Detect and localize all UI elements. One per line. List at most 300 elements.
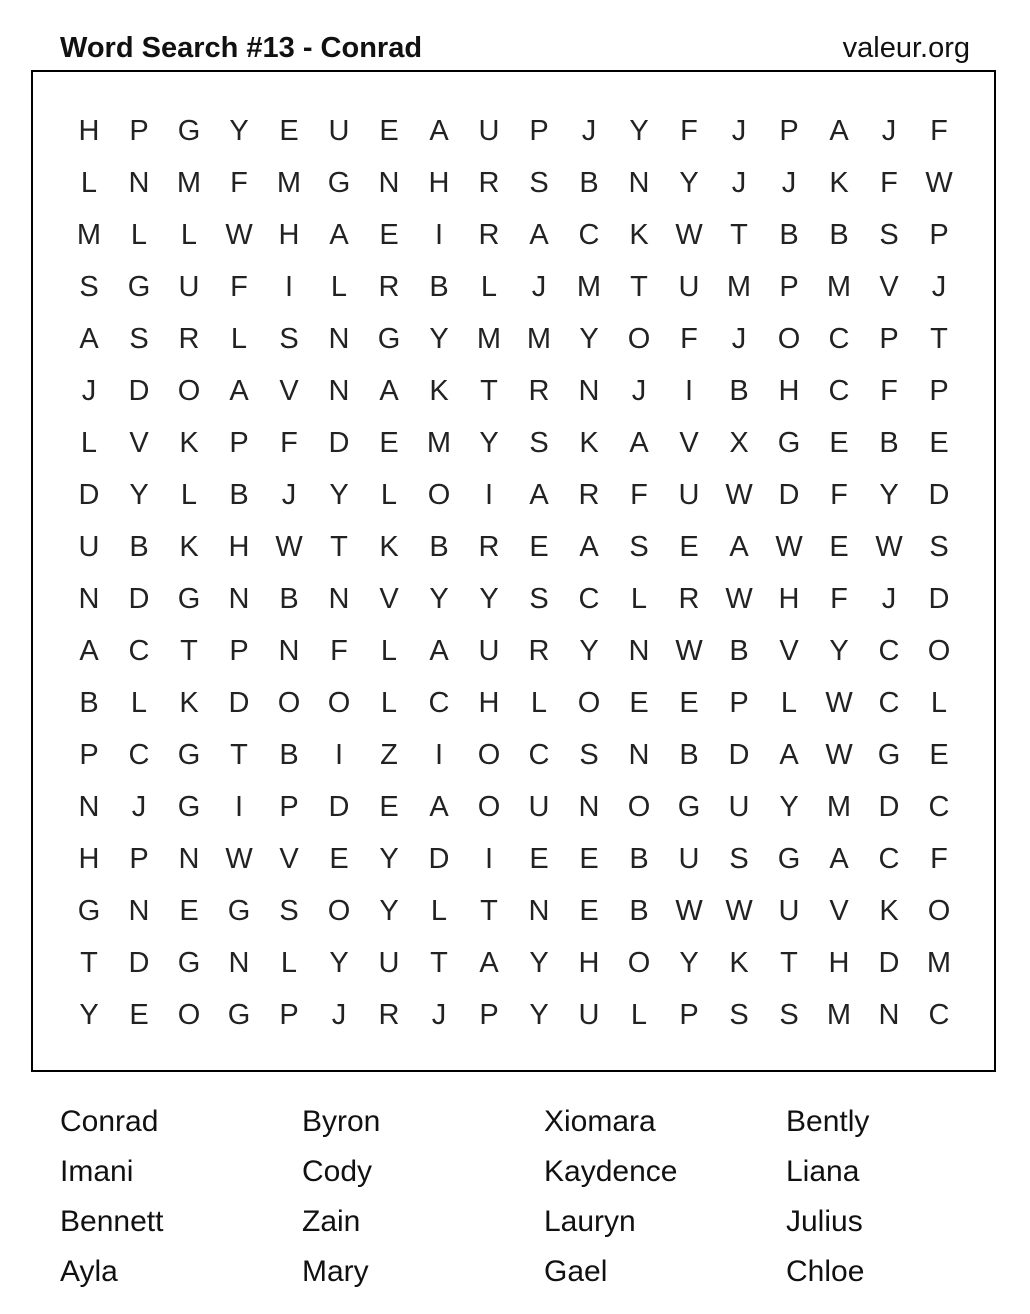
grid-letter: Y	[579, 322, 599, 355]
grid-letter: W	[875, 530, 903, 563]
grid-letter: U	[578, 998, 600, 1031]
grid-letter: H	[78, 114, 100, 147]
grid-letter: E	[379, 114, 399, 147]
grid-letter: A	[579, 530, 599, 563]
grid-letter: L	[330, 270, 348, 303]
grid-letter: D	[328, 790, 350, 823]
grid-letter: X	[729, 426, 749, 459]
grid-letter: F	[680, 322, 698, 355]
grid-letter: A	[429, 790, 449, 823]
grid-letter: D	[228, 686, 250, 719]
grid-letter: P	[779, 270, 799, 303]
grid-letter: F	[630, 478, 648, 511]
grid-letter: B	[429, 270, 449, 303]
grid-letter: P	[279, 998, 299, 1031]
grid-letter: B	[779, 218, 799, 251]
grid-letter: J	[281, 478, 297, 511]
grid-letter: O	[927, 634, 951, 667]
grid-letter: M	[176, 166, 202, 199]
grid-letter: U	[778, 894, 800, 927]
grid-letter: E	[179, 894, 199, 927]
grid-letter: L	[530, 686, 548, 719]
grid-letter: T	[630, 270, 648, 303]
word-list-item: Chloe	[786, 1255, 865, 1288]
grid-letter: L	[80, 166, 98, 199]
word-list-item: Conrad	[60, 1105, 159, 1138]
grid-letter: J	[731, 322, 747, 355]
grid-letter: M	[826, 270, 852, 303]
grid-letter: W	[775, 530, 803, 563]
grid-letter: B	[829, 218, 849, 251]
grid-letter: P	[779, 114, 799, 147]
grid-letter: V	[829, 894, 849, 927]
grid-letter: A	[229, 374, 249, 407]
grid-letter: N	[328, 582, 350, 615]
grid-letter: S	[929, 530, 949, 563]
grid-letter: N	[578, 374, 600, 407]
word-list-item: Bently	[786, 1105, 870, 1138]
grid-letter: B	[679, 738, 699, 771]
grid-letter: N	[328, 322, 350, 355]
word-list-item: Bennett	[60, 1205, 164, 1238]
grid-letter: V	[129, 426, 149, 459]
grid-letter: Y	[229, 114, 249, 147]
grid-letter: M	[726, 270, 752, 303]
grid-letter: G	[777, 842, 801, 875]
grid-letter: B	[279, 738, 299, 771]
grid-letter: V	[779, 634, 799, 667]
grid-letter: U	[678, 842, 700, 875]
grid-letter: D	[428, 842, 450, 875]
grid-letter: N	[378, 166, 400, 199]
grid-letter: U	[728, 790, 750, 823]
grid-letter: T	[230, 738, 248, 771]
grid-letter: B	[579, 166, 599, 199]
grid-letter: H	[828, 946, 850, 979]
grid-letter: D	[878, 946, 900, 979]
grid-letter: C	[878, 686, 900, 719]
grid-letter: P	[229, 634, 249, 667]
grid-letter: K	[179, 426, 199, 459]
grid-letter: W	[825, 738, 853, 771]
grid-letter: B	[629, 894, 649, 927]
grid-letter: W	[725, 582, 753, 615]
grid-letter: G	[327, 166, 351, 199]
grid-letter: I	[234, 790, 244, 823]
grid-letter: E	[129, 998, 149, 1031]
grid-letter: A	[429, 634, 449, 667]
grid-letter: F	[330, 634, 348, 667]
grid-letter: B	[429, 530, 449, 563]
grid-letter: J	[781, 166, 797, 199]
grid-letter: Y	[479, 582, 499, 615]
grid-letter: G	[227, 998, 251, 1031]
grid-letter: N	[278, 634, 300, 667]
grid-letter: I	[284, 270, 294, 303]
grid-letter: P	[129, 842, 149, 875]
puzzle-title: Word Search #13 - Conrad	[60, 31, 423, 64]
grid-letter: M	[476, 322, 502, 355]
grid-letter: R	[378, 270, 400, 303]
grid-letter: L	[280, 946, 298, 979]
grid-letter: R	[478, 530, 500, 563]
grid-letter: S	[529, 166, 549, 199]
grid-letter: T	[780, 946, 798, 979]
grid-letter: D	[328, 426, 350, 459]
grid-letter: F	[230, 270, 248, 303]
grid-letter: P	[129, 114, 149, 147]
grid-letter: J	[731, 114, 747, 147]
grid-letter: O	[327, 686, 351, 719]
grid-letter: K	[379, 530, 399, 563]
grid-letter: F	[930, 842, 948, 875]
grid-letter: Y	[79, 998, 99, 1031]
grid-letter: D	[128, 582, 150, 615]
grid-letter: S	[879, 218, 899, 251]
grid-letter: P	[929, 374, 949, 407]
grid-letter: I	[484, 478, 494, 511]
grid-letter: T	[80, 946, 98, 979]
grid-letter: D	[128, 946, 150, 979]
grid-letter: Y	[129, 478, 149, 511]
grid-letter: O	[627, 322, 651, 355]
grid-letter: L	[380, 478, 398, 511]
grid-letter: L	[630, 582, 648, 615]
grid-letter: H	[778, 582, 800, 615]
grid-letter: E	[579, 842, 599, 875]
grid-letter: E	[929, 426, 949, 459]
grid-letter: H	[778, 374, 800, 407]
grid-letter: Y	[529, 998, 549, 1031]
grid-letter: L	[430, 894, 448, 927]
grid-letter: L	[180, 478, 198, 511]
grid-letter: N	[628, 166, 650, 199]
grid-letter: V	[379, 582, 399, 615]
grid-letter: S	[779, 998, 799, 1031]
grid-letter: K	[579, 426, 599, 459]
grid-letter: R	[178, 322, 200, 355]
grid-letter: Y	[829, 634, 849, 667]
grid-letter: Y	[379, 842, 399, 875]
grid-letter: Y	[679, 166, 699, 199]
grid-letter: V	[879, 270, 899, 303]
word-list-item: Gael	[544, 1255, 608, 1288]
grid-letter: U	[528, 790, 550, 823]
grid-letter: Y	[379, 894, 399, 927]
grid-letter: O	[177, 998, 201, 1031]
grid-letter: L	[80, 426, 98, 459]
grid-letter: T	[480, 894, 498, 927]
grid-letter: Y	[329, 946, 349, 979]
grid-letter: W	[675, 218, 703, 251]
word-list	[60, 1097, 1030, 1297]
grid-letter: K	[629, 218, 649, 251]
grid-letter: O	[627, 790, 651, 823]
word-list-item: Cody	[302, 1155, 373, 1188]
grid-letter: V	[679, 426, 699, 459]
grid-letter: D	[128, 374, 150, 407]
grid-letter: Y	[329, 478, 349, 511]
grid-letter: L	[130, 218, 148, 251]
grid-letter: P	[679, 998, 699, 1031]
grid-letter: O	[177, 374, 201, 407]
grid-letter: M	[526, 322, 552, 355]
grid-letter: S	[529, 426, 549, 459]
grid-letter: L	[480, 270, 498, 303]
grid-letter: E	[929, 738, 949, 771]
grid-letter: A	[329, 218, 349, 251]
grid-letter: O	[627, 946, 651, 979]
grid-letter: O	[427, 478, 451, 511]
grid-letter: G	[177, 946, 201, 979]
grid-letter: G	[227, 894, 251, 927]
grid-letter: K	[179, 686, 199, 719]
grid-letter: U	[678, 270, 700, 303]
grid-letter: G	[127, 270, 151, 303]
grid-letter: B	[79, 686, 99, 719]
grid-letter: E	[579, 894, 599, 927]
grid-letter: J	[731, 166, 747, 199]
grid-letter: C	[828, 374, 850, 407]
grid-letter: B	[629, 842, 649, 875]
grid-letter: G	[877, 738, 901, 771]
grid-letter: J	[331, 998, 347, 1031]
grid-letter: L	[630, 998, 648, 1031]
grid-letter: E	[379, 426, 399, 459]
grid-letter: M	[926, 946, 952, 979]
grid-letter: C	[578, 218, 600, 251]
word-list-item: Liana	[786, 1155, 860, 1188]
grid-letter: K	[179, 530, 199, 563]
grid-letter: A	[629, 426, 649, 459]
page-header	[60, 28, 970, 68]
grid-letter: Y	[479, 426, 499, 459]
grid-letter: O	[577, 686, 601, 719]
grid-letter: U	[78, 530, 100, 563]
grid-letter: U	[678, 478, 700, 511]
grid-letter: T	[330, 530, 348, 563]
word-list-item: Mary	[302, 1255, 369, 1288]
grid-letter: E	[379, 790, 399, 823]
grid-letter: M	[576, 270, 602, 303]
grid-letter: R	[528, 634, 550, 667]
grid-letter: N	[878, 998, 900, 1031]
grid-letter: F	[680, 114, 698, 147]
grid-letter: J	[131, 790, 147, 823]
grid-letter: Y	[429, 322, 449, 355]
grid-letter: W	[675, 894, 703, 927]
grid-letter: A	[529, 218, 549, 251]
site-name: valeur.org	[842, 31, 970, 64]
grid-letter: E	[529, 530, 549, 563]
grid-letter: J	[881, 582, 897, 615]
grid-letter: U	[378, 946, 400, 979]
grid-letter: W	[925, 166, 953, 199]
grid-letter: R	[478, 218, 500, 251]
grid-letter: F	[230, 166, 248, 199]
grid-letter: A	[779, 738, 799, 771]
word-list-item: Xiomara	[544, 1105, 656, 1138]
grid-letter: F	[930, 114, 948, 147]
grid-letter: A	[829, 842, 849, 875]
grid-letter: Y	[529, 946, 549, 979]
grid-letter: O	[477, 738, 501, 771]
grid-letter: F	[830, 478, 848, 511]
grid-letter: E	[679, 530, 699, 563]
grid-letter: C	[928, 998, 950, 1031]
grid-letter: O	[927, 894, 951, 927]
grid-letter: D	[928, 478, 950, 511]
grid-letter: C	[928, 790, 950, 823]
grid-letter: Z	[380, 738, 398, 771]
grid-letter: B	[729, 374, 749, 407]
grid-letter: D	[928, 582, 950, 615]
grid-letter: F	[280, 426, 298, 459]
grid-letter: A	[529, 478, 549, 511]
grid-letter: C	[528, 738, 550, 771]
grid-letter: O	[277, 686, 301, 719]
grid-letter: Y	[579, 634, 599, 667]
grid-letter: H	[78, 842, 100, 875]
grid-letter: W	[675, 634, 703, 667]
grid-letter: E	[629, 686, 649, 719]
grid-letter: G	[77, 894, 101, 927]
grid-letter: T	[730, 218, 748, 251]
word-list-item: Imani	[60, 1155, 134, 1188]
grid-letter: E	[829, 426, 849, 459]
word-list-item: Byron	[302, 1105, 381, 1138]
grid-letter: B	[879, 426, 899, 459]
grid-letter: O	[477, 790, 501, 823]
grid-letter: T	[430, 946, 448, 979]
grid-letter: H	[578, 946, 600, 979]
grid-letter: H	[278, 218, 300, 251]
grid-letter: S	[579, 738, 599, 771]
grid-letter: P	[479, 998, 499, 1031]
grid-letter: B	[229, 478, 249, 511]
grid-letter: C	[878, 842, 900, 875]
word-list-item: Lauryn	[544, 1205, 636, 1238]
grid-letter: M	[276, 166, 302, 199]
grid-letter: A	[79, 322, 99, 355]
grid-letter: U	[178, 270, 200, 303]
grid-letter: T	[480, 374, 498, 407]
grid-letter: A	[429, 114, 449, 147]
grid-letter: W	[725, 478, 753, 511]
grid-letter: N	[628, 634, 650, 667]
grid-letter: G	[377, 322, 401, 355]
grid-letter: A	[479, 946, 499, 979]
grid-letter: J	[431, 998, 447, 1031]
grid-letter: J	[581, 114, 597, 147]
grid-letter: N	[228, 946, 250, 979]
grid-letter: O	[327, 894, 351, 927]
grid-letter: J	[631, 374, 647, 407]
grid-letter: V	[279, 374, 299, 407]
grid-letter: N	[78, 582, 100, 615]
grid-letter: Y	[779, 790, 799, 823]
grid-letter: L	[380, 686, 398, 719]
grid-letter: N	[628, 738, 650, 771]
grid-letter: L	[180, 218, 198, 251]
grid-letter: W	[725, 894, 753, 927]
grid-letter: M	[826, 998, 852, 1031]
grid-letter: C	[128, 738, 150, 771]
grid-letter: H	[428, 166, 450, 199]
grid-letter: S	[79, 270, 99, 303]
grid-letter: J	[931, 270, 947, 303]
grid-letter: L	[230, 322, 248, 355]
grid-letter: E	[829, 530, 849, 563]
grid-letter: L	[930, 686, 948, 719]
grid-letter: W	[275, 530, 303, 563]
grid-letter: V	[279, 842, 299, 875]
grid-letter: P	[279, 790, 299, 823]
grid-letter: N	[128, 166, 150, 199]
grid-letter: L	[130, 686, 148, 719]
grid-letter: C	[428, 686, 450, 719]
grid-letter: R	[528, 374, 550, 407]
grid-letter: P	[879, 322, 899, 355]
grid-letter: K	[879, 894, 899, 927]
grid-letter: D	[778, 478, 800, 511]
grid-letter: I	[434, 218, 444, 251]
grid-letter: W	[225, 842, 253, 875]
grid-letter: P	[929, 218, 949, 251]
grid-letter: S	[529, 582, 549, 615]
grid-letter: H	[478, 686, 500, 719]
grid-letter: R	[678, 582, 700, 615]
grid-letter: P	[229, 426, 249, 459]
grid-letter: R	[478, 166, 500, 199]
grid-letter: C	[128, 634, 150, 667]
grid-letter: K	[829, 166, 849, 199]
grid-letter: E	[379, 218, 399, 251]
grid-letter: T	[180, 634, 198, 667]
grid-letter: E	[529, 842, 549, 875]
grid-letter: M	[426, 426, 452, 459]
grid-letter: A	[379, 374, 399, 407]
grid-letter: B	[279, 582, 299, 615]
grid-letter: B	[729, 634, 749, 667]
grid-letter: Y	[679, 946, 699, 979]
grid-letter: C	[578, 582, 600, 615]
grid-letter: Y	[879, 478, 899, 511]
grid-letter: N	[578, 790, 600, 823]
grid-letter: U	[328, 114, 350, 147]
grid-letter: I	[684, 374, 694, 407]
grid-letter: W	[825, 686, 853, 719]
grid-letter: M	[826, 790, 852, 823]
grid-letter: J	[531, 270, 547, 303]
grid-letter: P	[79, 738, 99, 771]
grid-letter: J	[881, 114, 897, 147]
grid-letter: S	[629, 530, 649, 563]
grid-letter: Y	[429, 582, 449, 615]
grid-letter: I	[434, 738, 444, 771]
grid-letter: U	[478, 114, 500, 147]
grid-letter: E	[279, 114, 299, 147]
grid-letter: D	[78, 478, 100, 511]
grid-letter: G	[777, 426, 801, 459]
grid-letter: H	[228, 530, 250, 563]
grid-letter: G	[177, 738, 201, 771]
grid-letter: S	[279, 322, 299, 355]
grid-letter: K	[729, 946, 749, 979]
grid-letter: C	[878, 634, 900, 667]
word-list-item: Zain	[302, 1205, 361, 1238]
word-list-item: Julius	[786, 1205, 863, 1238]
